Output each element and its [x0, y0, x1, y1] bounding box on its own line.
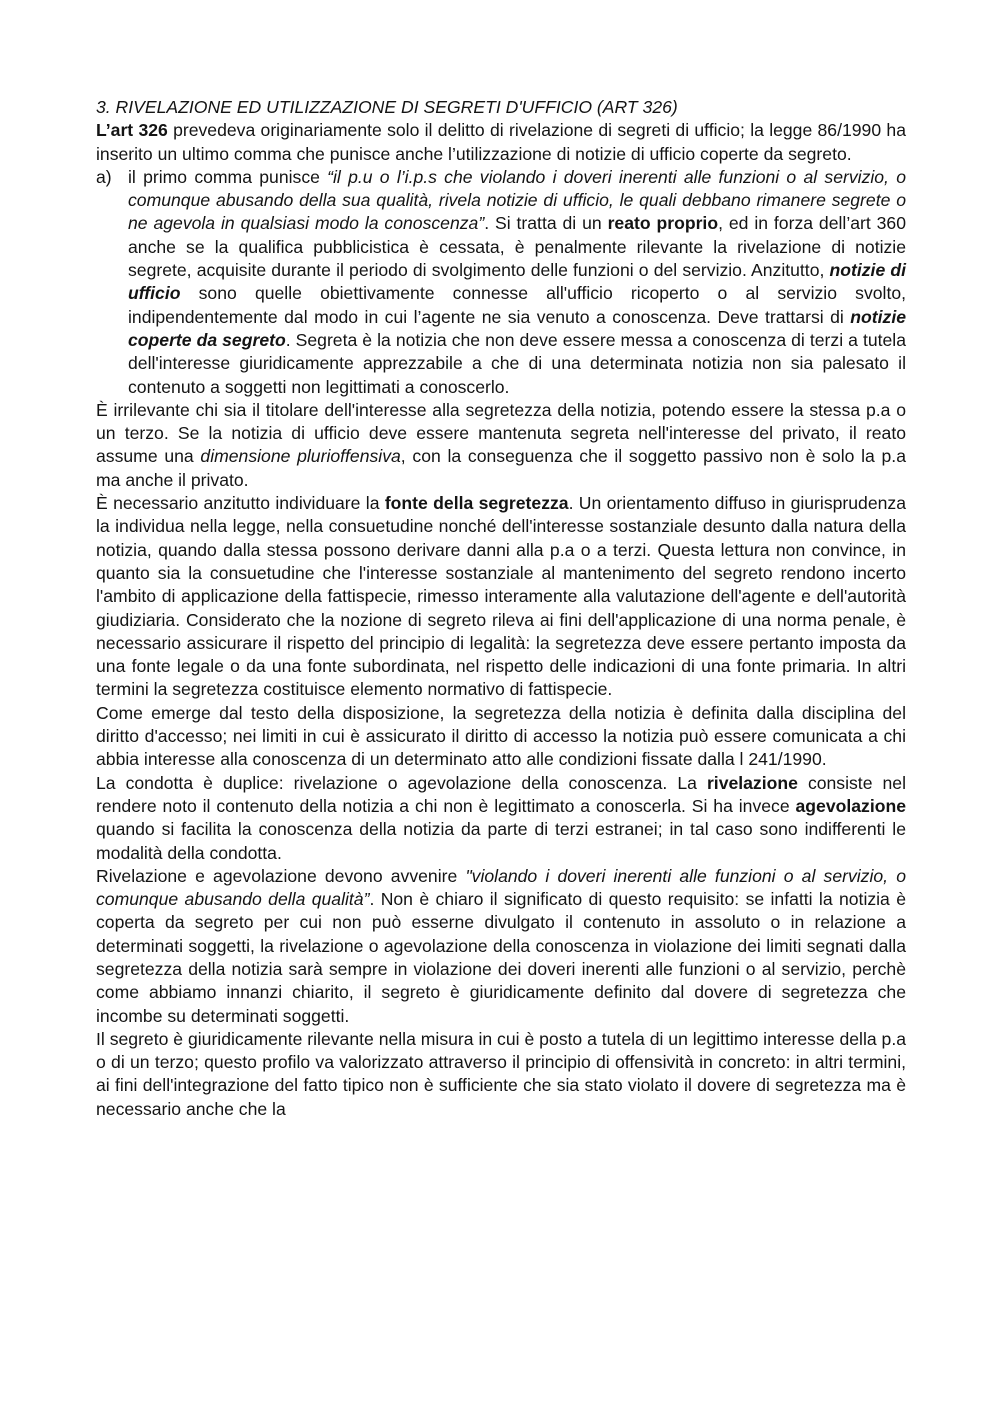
- paragraph-6: Rivelazione e agevolazione devono avvenire "violando i doveri inerenti alle funzioni o al servizio, o comunque abusando della qualità”. Non è chiaro il significato di questo requisito: se infatti la notizia è coperta da segreto per cui non può esserne divulgato il contenuto in assoluto o in relazione a determinati soggetti, la rivelazione o agevolazione della conoscenza in violazione dei limiti segnati dalla segretezza della notizia sarà sempre in violazione dei doveri inerenti alle funzioni o al servizio, perchè come abbiamo innanzi chiarito, il segreto è giuridicamente definito dal dovere di segretezza che incombe su determinati soggetti.: [96, 865, 906, 1026]
- intro-bold: L’art 326: [96, 120, 168, 141]
- list-item-a: a) il primo comma punisce “il p.u o l’i.p.s che violando i doveri inerenti alle funzioni o al servizio, o comunque abusando della sua qualità, rivela notizie di ufficio, le quali debbano rimanere segrete o ne agevola in qualsiasi modo la conoscenza”. Si tratta di un reato proprio, ed in forza dell’art 360 anche se la qualifica pubblicistica è cessata, è penalmente rilevante la rivelazione di notizie segrete, acquisite durante il periodo di svolgimento delle funzioni o del servizio. Anzitutto, notizie di ufficio sono quelle obiettivamente connesse all'ufficio ricoperto o al servizio svolto, indipendentemente dal modo in cui l’agente ne sia venuto a conoscenza. Deve trattarsi di notizie coperte da segreto. Segreta è la notizia che non deve essere messa a conoscenza di terzi a tutela dell'interesse giuridicamente apprezzabile a che di una determinata notizia non sia palesato il contenuto a soggetti non legittimati a conoscerlo.: [96, 166, 907, 397]
- list-marker: a): [96, 166, 112, 187]
- intro-paragraph: L’art 326 prevedeva originariamente solo il delitto di rivelazione di segreti di ufficio; la legge 86/1990 ha inserito un ultimo comma che punisce anche l’utilizzazione di notizie di ufficio coperte da segreto.: [96, 120, 906, 164]
- paragraph-7: Il segreto è giuridicamente rilevante nella misura in cui è posto a tutela di un legittimo interesse della p.a o di un terzo; questo profilo va valorizzato attraverso il principio di offensività in concreto: in altri termini, ai fini dell'integrazione del fatto tipico non è sufficiente che sia stato violato il dovere di segretezza ma è necessario anche che la: [96, 1028, 906, 1119]
- paragraph-5: La condotta è duplice: rivelazione o agevolazione della conoscenza. La rivelazione consiste nel rendere noto il contenuto della notizia a chi non è legittimato a conoscerla. Si ha invece agevolazione quando si facilita la conoscenza della notizia da parte di terzi estranei; in tal caso sono indifferenti le modalità della condotta.: [96, 772, 906, 863]
- paragraph-2: È irrilevante chi sia il titolare dell'interesse alla segretezza della notizia, potendo essere la stessa p.a o un terzo. Se la notizia di ufficio deve essere mantenuta segreta nell'interesse del privato, il reato assume una dimensione plurioffensiva, con la conseguenza che il soggetto passivo non è solo la p.a ma anche il privato.: [96, 399, 906, 490]
- paragraph-4: Come emerge dal testo della disposizione, la segretezza della notizia è definita dalla disciplina del diritto d'accesso; nei limiti in cui è assicurato il diritto di accesso la notizia può essere comunicata a chi abbia interesse alla conoscenza di un determinato atto alle condizioni fissate dalla l 241/1990.: [96, 702, 906, 770]
- paragraph-3: È necessario anzitutto individuare la fonte della segretezza. Un orientamento diffuso in giurisprudenza la individua nella legge, nella consuetudine nonché dell'interesse sostanziale desunto dalla natura della notizia, quando dalla stessa possono derivare danni alla p.a o a terzi. Questa lettura non convince, in quanto sia la consuetudine che l'interesse sostanziale al mantenimento del segreto rendono incerto l'ambito di applicazione della fattispecie, rimesso interamente alla valutazione dell'agente e dell'autorità giudiziaria. Considerato che la nozione di segreto rileva ai fini dell'applicazione di una norma penale, è necessario assicurare il rispetto del principio di legalità: la segretezza deve essere pertanto imposta da una fonte legale o da una fonte subordinata, nel rispetto delle indicazioni di una fonte primaria. In altri termini la segretezza costituisce elemento normativo di fattispecie.: [96, 493, 906, 700]
- law-quote: “il p.u o l’i.p.s che violando i doveri inerenti alle funzioni o al servizio, o comunque abusando della sua qualità, rivela notizie di ufficio, le quali debbano rimanere segrete o ne agevola in qualsiasi modo la conoscenza”: [128, 166, 906, 234]
- document-page: [96, 96, 906, 1121]
- section-title: 3. RIVELAZIONE ED UTILIZZAZIONE DI SEGRETI D'UFFICIO (ART 326): [96, 97, 678, 117]
